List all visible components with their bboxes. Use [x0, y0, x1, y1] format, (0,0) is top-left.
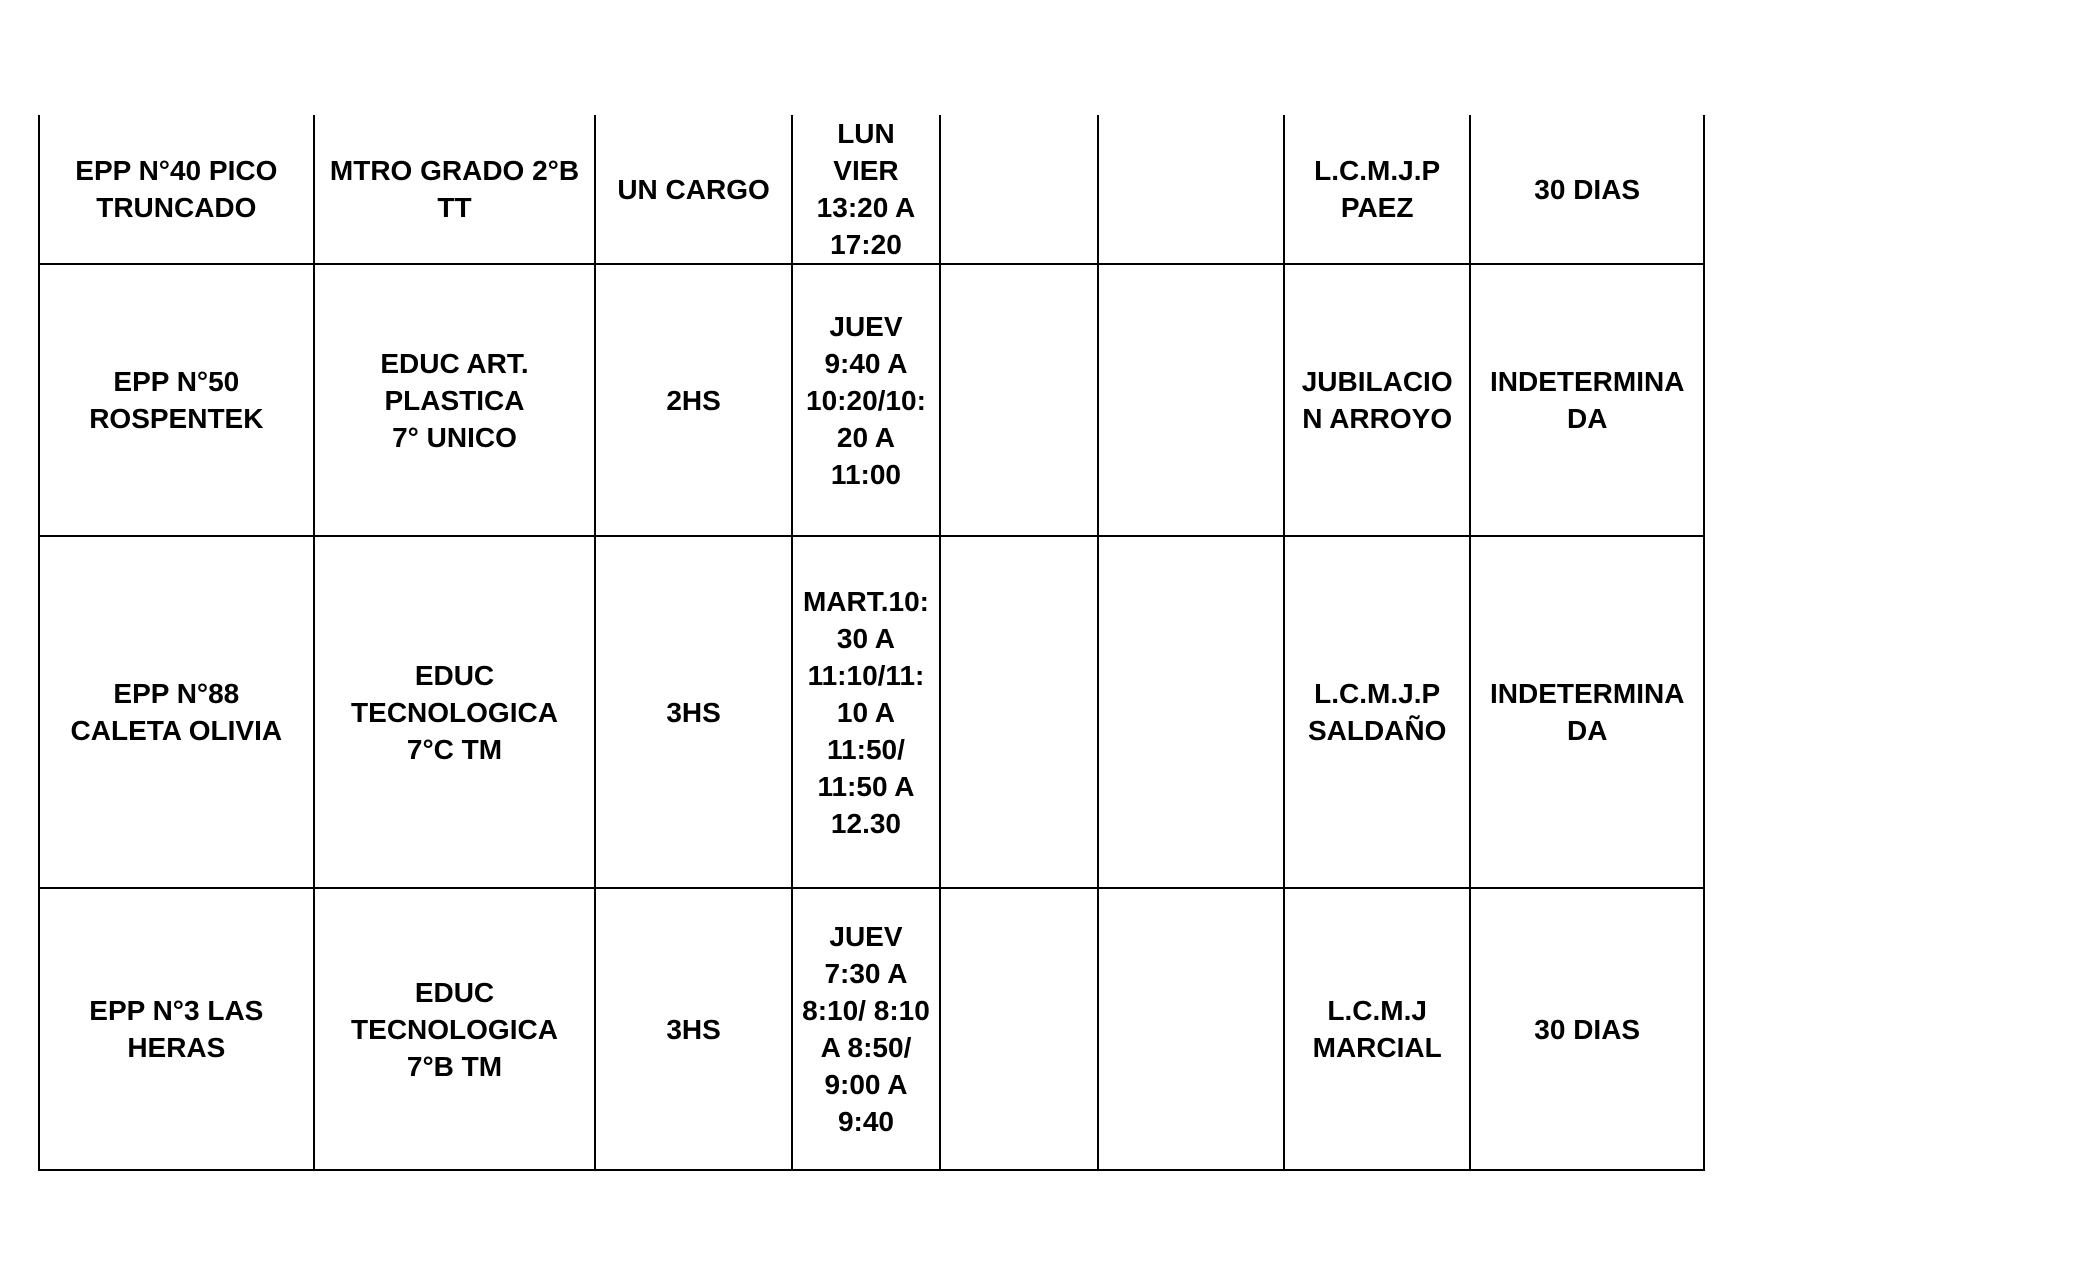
- duration-cell: INDETERMINA DA: [1470, 536, 1704, 888]
- load-cell: 3HS: [595, 536, 791, 888]
- empty-cell: [940, 888, 1097, 1170]
- empty-cell: [1098, 536, 1284, 888]
- subject-cell: MTRO GRADO 2°B TT: [314, 115, 596, 264]
- table-row: [39, 888, 1704, 1170]
- duration-cell: 30 DIAS: [1470, 888, 1704, 1170]
- school-cell: EPP N°3 LAS HERAS: [39, 888, 314, 1170]
- empty-cell: [940, 536, 1097, 888]
- load-cell: UN CARGO: [595, 115, 791, 264]
- empty-cell: [940, 264, 1097, 536]
- subject-cell: EDUC TECNOLOGICA 7°B TM: [314, 888, 596, 1170]
- table-row: [39, 115, 1704, 264]
- school-cell: EPP N°40 PICO TRUNCADO: [39, 115, 314, 264]
- reason-cell: L.C.M.J.P SALDAÑO: [1284, 536, 1470, 888]
- empty-cell: [1098, 264, 1284, 536]
- schedule-cell: MART.10: 30 A 11:10/11: 10 A 11:50/ 11:50 A 12.30: [792, 536, 940, 888]
- load-cell: 3HS: [595, 888, 791, 1170]
- empty-cell: [1098, 115, 1284, 264]
- school-cell: EPP N°50 ROSPENTEK: [39, 264, 314, 536]
- load-cell: 2HS: [595, 264, 791, 536]
- schedule-cell: LUN VIER 13:20 A 17:20: [792, 115, 940, 264]
- schedule-table: [38, 115, 1705, 1171]
- reason-cell: L.C.M.J.P PAEZ: [1284, 115, 1470, 264]
- schedule-cell: JUEV 9:40 A 10:20/10: 20 A 11:00: [792, 264, 940, 536]
- reason-cell: L.C.M.J MARCIAL: [1284, 888, 1470, 1170]
- table-row: [39, 264, 1704, 536]
- schedule-cell: JUEV 7:30 A 8:10/ 8:10 A 8:50/ 9:00 A 9:40: [792, 888, 940, 1170]
- subject-cell: EDUC ART. PLASTICA 7° UNICO: [314, 264, 596, 536]
- table-row: [39, 536, 1704, 888]
- school-cell: EPP N°88 CALETA OLIVIA: [39, 536, 314, 888]
- duration-cell: 30 DIAS: [1470, 115, 1704, 264]
- duration-cell: INDETERMINA DA: [1470, 264, 1704, 536]
- subject-cell: EDUC TECNOLOGICA 7°C TM: [314, 536, 596, 888]
- empty-cell: [1098, 888, 1284, 1170]
- reason-cell: JUBILACIO N ARROYO: [1284, 264, 1470, 536]
- empty-cell: [940, 115, 1097, 264]
